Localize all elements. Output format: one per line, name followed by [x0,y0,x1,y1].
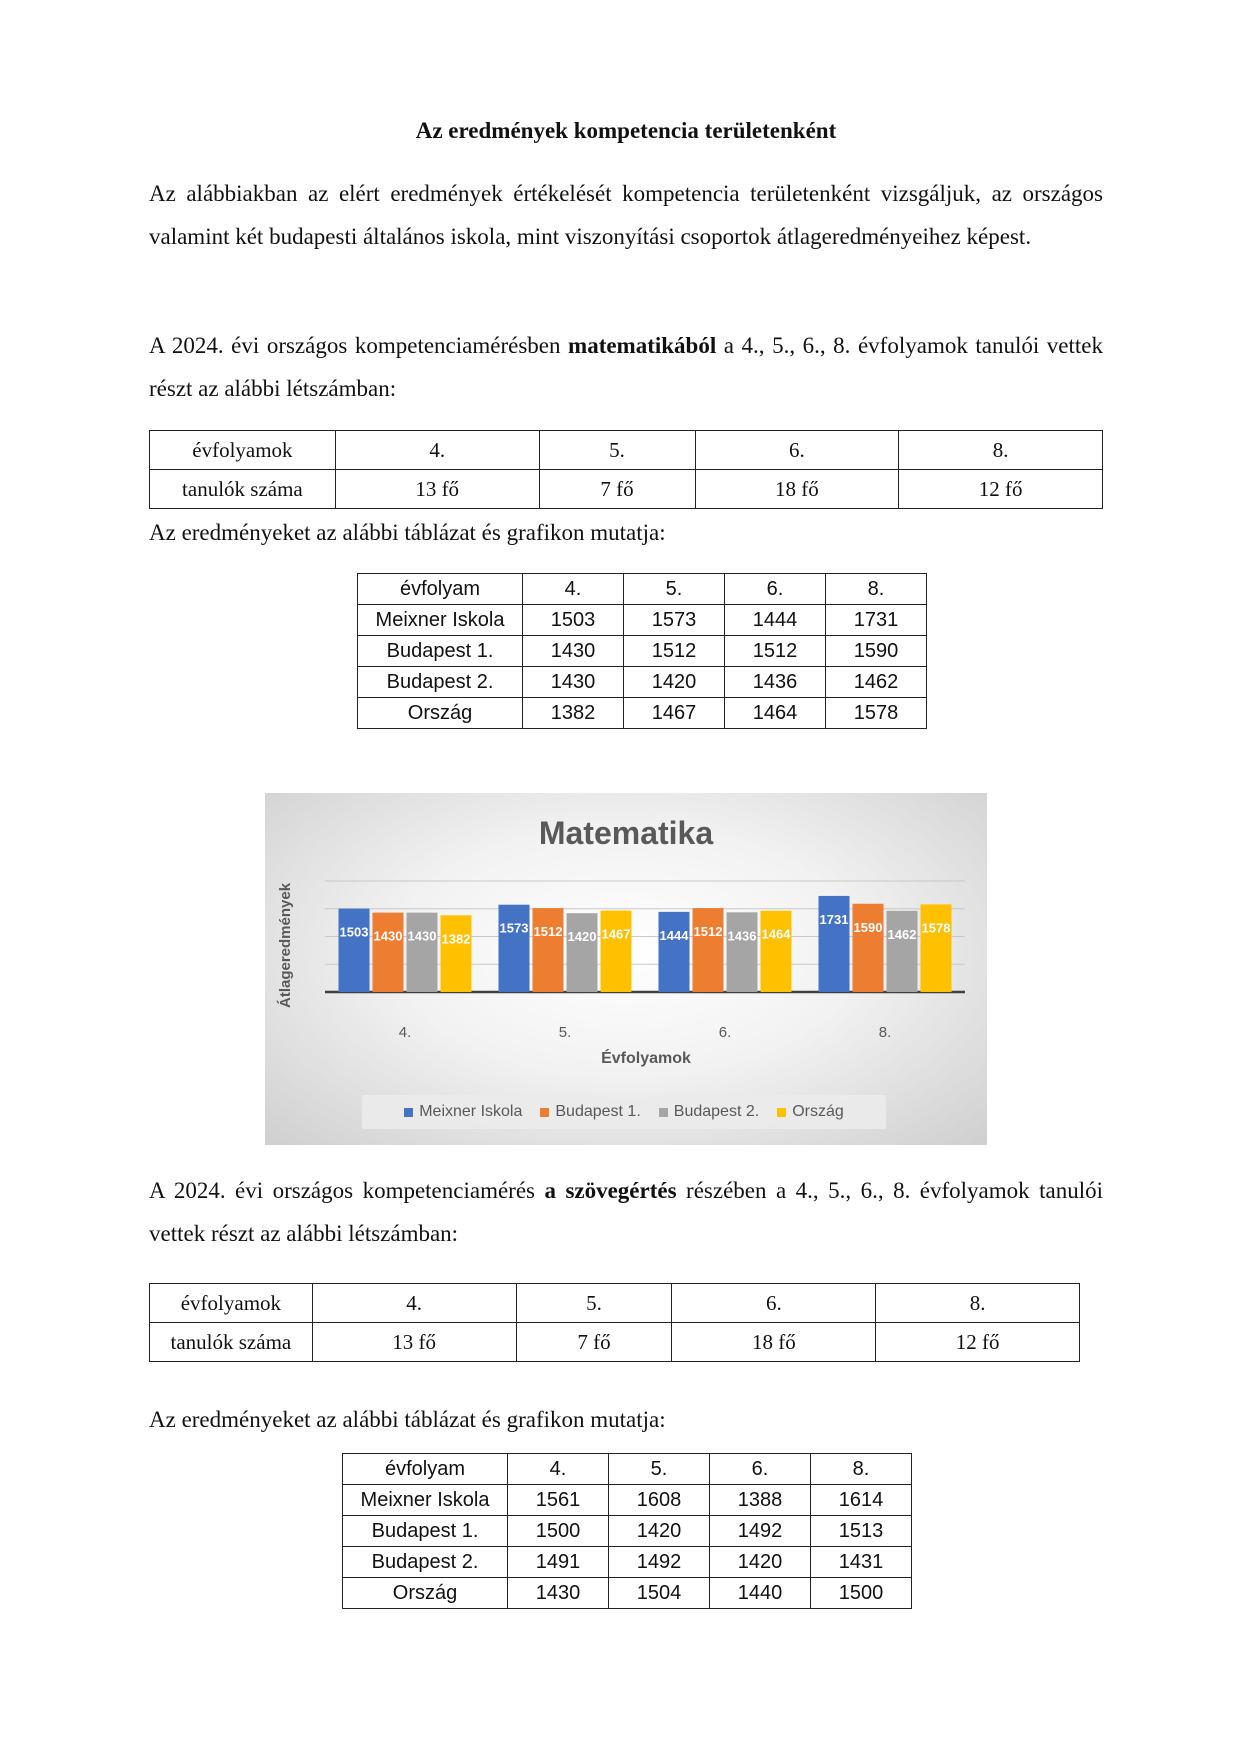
math-chart [265,793,987,1145]
table-cell: 1590 [826,636,927,667]
chart-data-label: 1578 [921,920,951,936]
table-row [150,470,1103,509]
chart-data-label: 1444 [659,927,689,943]
chart-bar [533,908,564,992]
chart-bar [761,911,792,992]
reading-results-table [342,1453,912,1609]
chart-data-label: 1503 [339,924,369,940]
legend-label: Budapest 2. [673,1103,760,1120]
table-cell: 1614 [811,1485,912,1516]
reading-count-table [149,1283,1080,1362]
table-cell: 5. [609,1454,710,1485]
reading-intro-text-end: részében a 4., 5., 6., 8. évfolyamok tanulói vettek részt az alábbi létszámban: [149,1178,1104,1246]
chart-bar [373,913,404,992]
table-cell: 6. [725,574,826,605]
chart-data-label: 1464 [761,926,791,942]
chart-x-tick-label: 5. [558,1024,572,1041]
table-cell: 1504 [609,1578,710,1609]
chart-bar [567,913,598,992]
chart-bar [887,911,918,992]
table-cell: 1431 [811,1547,912,1578]
math-intro-bold: matematikából [568,333,717,358]
table-cell: 1436 [725,667,826,698]
table-cell: 4. [312,1284,516,1323]
table-cell: 6. [710,1454,811,1485]
table-cell: 1500 [508,1516,609,1547]
chart-bar [601,911,632,992]
table-cell: 1440 [710,1578,811,1609]
table-cell: 8. [899,431,1103,470]
table-cell: 1420 [710,1547,811,1578]
table-cell: 1444 [725,605,826,636]
chart-data-label: 1512 [693,924,723,940]
table-cell: 7 fő [539,470,695,509]
table-row [358,636,927,667]
table-cell: 8. [811,1454,912,1485]
chart-x-tick-label: 4. [398,1024,412,1041]
table-row [343,1578,912,1609]
table-cell: 8. [876,1284,1080,1323]
legend-label: Ország [792,1103,844,1120]
reading-results-caption: Az eredményeket az alábbi táblázat és grafikon mutatja: [149,1407,666,1432]
table-cell: 5. [624,574,725,605]
chart-x-tick-label: 8. [878,1024,892,1041]
table-cell: évfolyam [343,1454,508,1485]
table-cell: 12 fő [876,1323,1080,1362]
table-row [343,1547,912,1578]
chart-bar [407,913,438,992]
legend-item [777,1103,844,1121]
chart-data-label: 1430 [407,928,437,944]
chart-bar [499,905,530,992]
table-cell: évfolyamok [150,431,336,470]
table-row [150,431,1103,470]
table-row [343,1454,912,1485]
table-cell: 1500 [811,1578,912,1609]
legend-item [659,1103,759,1121]
table-cell: 4. [523,574,624,605]
table-cell: 6. [672,1284,876,1323]
table-cell: Budapest 1. [358,636,523,667]
chart-bar [693,908,724,992]
intro-paragraph: Az alábbiakban az elért eredmények értékelését kompetencia területenként vizsgáljuk, az országos valamint két budapesti általános iskola, mint viszonyítási csoportok átlageredményeihez képest. [149,181,1103,249]
table-cell: 8. [826,574,927,605]
legend-item [404,1103,522,1121]
table-cell: 1512 [725,636,826,667]
reading-intro-paragraph [149,1169,1103,1255]
table-cell: 1492 [710,1516,811,1547]
legend-label: Budapest 1. [555,1103,641,1120]
table-cell: 5. [539,431,695,470]
table-cell: 1430 [523,636,624,667]
table-cell: 7 fő [516,1323,672,1362]
table-cell: 1430 [523,667,624,698]
chart-bar [441,915,472,992]
table-row [150,1284,1080,1323]
table-row [358,698,927,729]
table-row [358,667,927,698]
table-cell: 18 fő [695,470,899,509]
table-cell: évfolyam [358,574,523,605]
chart-title: Matematika [538,815,714,851]
chart-x-tick-label: 6. [718,1024,732,1041]
reading-intro-bold: a szövegértés [544,1178,677,1203]
chart-bar [727,912,758,992]
table-cell: 1388 [710,1485,811,1516]
table-cell: 1420 [609,1516,710,1547]
table-cell: Budapest 2. [343,1547,508,1578]
table-cell: 1492 [609,1547,710,1578]
table-cell: 1491 [508,1547,609,1578]
table-cell: évfolyamok [150,1284,313,1323]
chart-data-label: 1590 [853,919,883,935]
chart-bar [853,904,884,992]
table-row [343,1516,912,1547]
table-cell: 1578 [826,698,927,729]
table-cell: tanulók száma [150,1323,313,1362]
table-cell: 1731 [826,605,927,636]
table-row [150,1323,1080,1362]
table-cell: 1513 [811,1516,912,1547]
legend-label: Meixner Iskola [419,1103,523,1120]
table-cell: 6. [695,431,899,470]
math-intro-text-end: a 4., 5., 6., 8. évfolyamok tanulói vettek részt az alábbi létszámban: [149,333,1103,401]
table-cell: 1503 [523,605,624,636]
chart-bar [339,909,370,992]
legend-swatch [404,1108,413,1117]
table-cell: 4. [335,431,539,470]
chart-data-label: 1430 [373,928,403,944]
math-results-caption: Az eredményeket az alábbi táblázat és grafikon mutatja: [149,520,666,545]
chart-bar [819,896,850,992]
table-row [343,1485,912,1516]
table-cell: 4. [508,1454,609,1485]
chart-x-axis-label: Évfolyamok [601,1050,691,1067]
table-cell: 1467 [624,698,725,729]
table-row [358,574,927,605]
legend-swatch [659,1108,668,1117]
legend-item [540,1103,640,1121]
table-cell: 13 fő [335,470,539,509]
table-cell: 1382 [523,698,624,729]
legend-swatch [777,1108,786,1117]
table-cell: Meixner Iskola [358,605,523,636]
table-cell: 1573 [624,605,725,636]
chart-data-label: 1512 [533,924,563,940]
chart-data-label: 1420 [567,929,597,945]
table-cell: 13 fő [312,1323,516,1362]
table-cell: Ország [358,698,523,729]
chart-data-label: 1436 [727,928,757,944]
section-title: Az eredmények kompetencia területenként [415,118,837,143]
table-cell: 1462 [826,667,927,698]
table-cell: 18 fő [672,1323,876,1362]
table-cell: tanulók száma [150,470,336,509]
table-cell: 5. [516,1284,672,1323]
table-row [358,605,927,636]
chart-data-label: 1382 [441,931,471,947]
table-cell: 1608 [609,1485,710,1516]
chart-bar [659,912,690,992]
math-intro-text: A 2024. évi országos kompetenciamérésben [149,333,569,358]
chart-data-label: 1467 [601,926,631,942]
table-cell: Ország [343,1578,508,1609]
chart-data-label: 1462 [887,926,917,942]
reading-intro-text: A 2024. évi országos kompetenciamérés [149,1178,545,1203]
math-intro-paragraph [149,324,1103,410]
chart-data-label: 1731 [819,911,849,927]
table-cell: 1561 [508,1485,609,1516]
chart-bar [921,904,952,992]
table-cell: 1420 [624,667,725,698]
chart-data-label: 1573 [499,920,529,936]
table-cell: 1512 [624,636,725,667]
table-cell: Budapest 2. [358,667,523,698]
table-cell: 1464 [725,698,826,729]
table-cell: 12 fő [899,470,1103,509]
table-cell: Budapest 1. [343,1516,508,1547]
math-count-table [149,430,1103,509]
table-cell: 1430 [508,1578,609,1609]
chart-y-axis-label: Átlageredmények [277,882,294,1008]
math-results-table [357,573,927,729]
table-cell: Meixner Iskola [343,1485,508,1516]
chart-legend [362,1095,886,1129]
legend-swatch [540,1108,549,1117]
